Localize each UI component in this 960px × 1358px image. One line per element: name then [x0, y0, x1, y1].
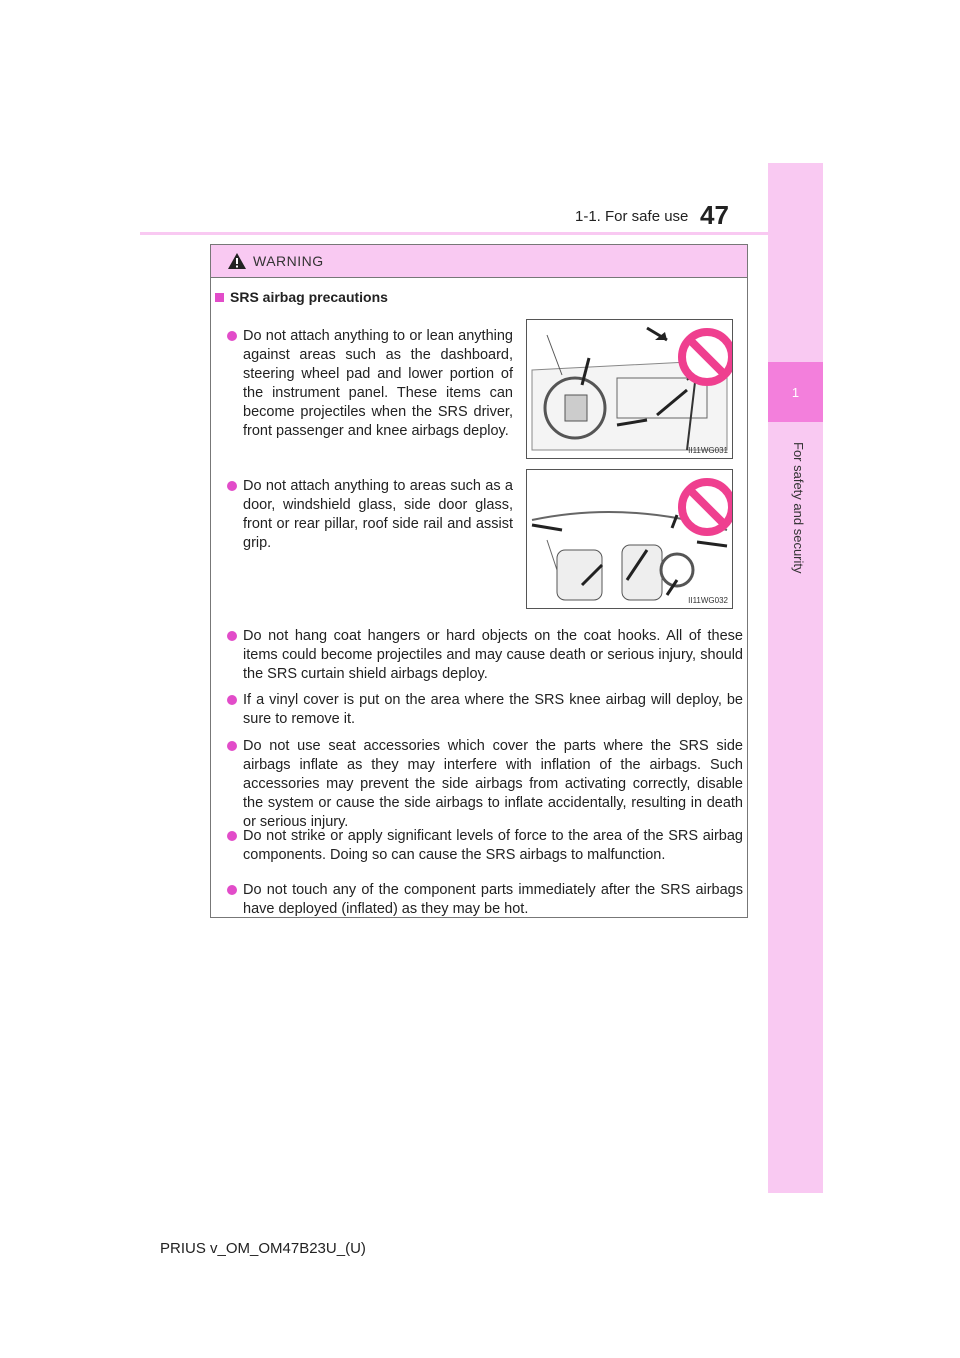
bullet-dot-icon [227, 741, 237, 751]
subheading-text: SRS airbag precautions [230, 289, 388, 305]
bullet-dot-icon [227, 481, 237, 491]
bullet-dot-icon [227, 331, 237, 341]
cabin-illustration [527, 470, 732, 608]
header-rule [140, 232, 823, 235]
bullet-dot-icon [227, 831, 237, 841]
list-item: Do not attach anything to or lean anything against areas such as the dashboard, steering wheel pad and lower portion of the instrument panel. These items can become projectiles when the SRS driver, front passenger and knee airbags deploy. [243, 327, 513, 441]
bullet-dot-icon [227, 631, 237, 641]
figure-code: II11WG031 [688, 446, 728, 455]
square-bullet-icon [215, 293, 224, 302]
section-title: 1-1. For safe use [575, 208, 689, 225]
list-item: If a vinyl cover is put on the area where the SRS knee airbag will deploy, be sure to remove it. [243, 691, 743, 729]
figure-cabin [526, 469, 733, 609]
list-item: Do not strike or apply significant levels of force to the area of the SRS airbag components. Doing so can cause the SRS airbags to malfunction. [243, 827, 743, 865]
figure-code: II11WG032 [688, 596, 728, 605]
chapter-title: For safety and security [791, 442, 806, 574]
bullet-dot-icon [227, 695, 237, 705]
page-number: 47 [700, 200, 729, 230]
list-item: Do not hang coat hangers or hard objects on the coat hooks. All of these items could become projectiles and may cause death or serious injury, should the SRS curtain shield airbags deploy. [243, 627, 743, 684]
warning-box [210, 244, 748, 918]
figure-dashboard [526, 319, 733, 459]
warning-header [211, 245, 747, 278]
warning-title: WARNING [253, 253, 324, 269]
subheading [215, 289, 388, 305]
list-item: Do not use seat accessories which cover the parts where the SRS side airbags inflate as they may interfere with inflation of the airbags. Such accessories may prevent the side airbags from activating correctly, disable the system or cause the side airbags to inflate accidentally, resulting in death or serious injury. [243, 737, 743, 832]
chapter-side-tab [768, 163, 823, 1193]
bullet-dot-icon [227, 885, 237, 895]
dashboard-illustration [527, 320, 732, 458]
warning-triangle-icon [227, 252, 247, 270]
list-item: Do not attach anything to areas such as a door, windshield glass, side door glass, front or rear pillar, roof side rail and assist grip. [243, 477, 513, 553]
list-item: Do not touch any of the component parts immediately after the SRS airbags have deployed (inflated) as they may be hot. [243, 881, 743, 919]
chapter-number-badge: 1 [768, 362, 823, 422]
footer-code: PRIUS v_OM_OM47B23U_(U) [160, 1240, 366, 1257]
